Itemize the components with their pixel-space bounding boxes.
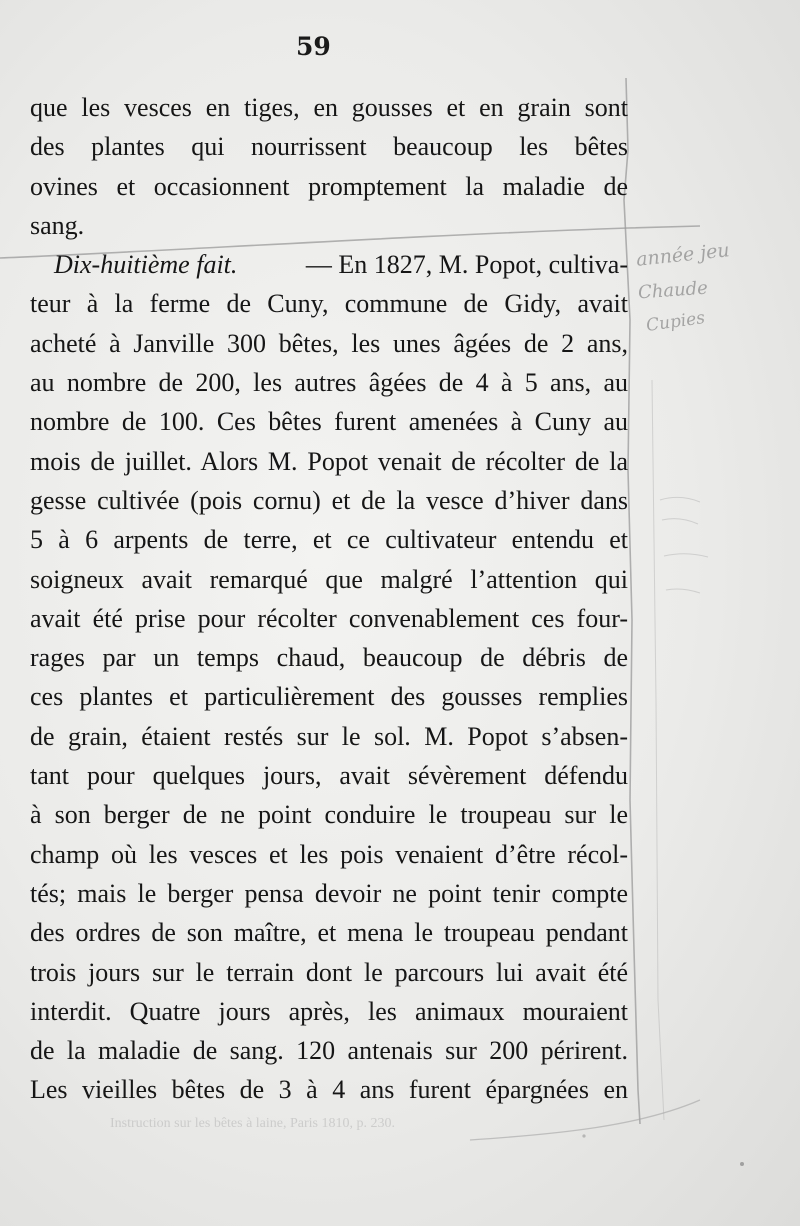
fact-heading-line [30,245,628,284]
show-through-footnote: Instruction sur les bêtes à laine, Paris 1810, p. 230. [110,1116,396,1131]
body-text [30,88,628,1110]
text-line: avait été prise pour récolter convenablement ces four- [30,603,628,633]
text-line: des ordres de son maître, et mena le troupeau pendant [30,918,628,948]
text-line: à son berger de ne point conduire le troupeau sur le [30,800,628,830]
text-line: champ où les vesces et les pois venaient d’être récol- [30,839,628,869]
text-line: tés; mais le berger pensa devoir ne point tenir compte [30,878,628,908]
text-line: tant pour quelques jours, avait sévèrement défendu [30,761,628,791]
text-line: teur à la ferme de Cuny, commune de Gidy, avait [30,289,628,319]
text-line: de grain, étaient restés sur le sol. M. Popot s’absen- [30,721,628,751]
text-line: mois de juillet. Alors M. Popot venait de récolter de la [30,446,628,476]
margin-note: année jeu [635,239,731,271]
text-line: au nombre de 200, les autres âgées de 4 à 5 ans, au [30,368,628,398]
text-line: acheté à Janville 300 bêtes, les unes âgées de 2 ans, [30,328,628,358]
page-number: 59 [296,32,331,61]
text-line: rages par un temps chaud, beaucoup de débris de [30,643,628,673]
text-line: ovines et occasionnent promptement la maladie de [30,171,628,201]
text-line: gesse cultivée (pois cornu) et de la vesce d’hiver dans [30,485,628,515]
text-line: que les vesces en tiges, en gousses et en grain sont [30,93,628,122]
text-line: interdit. Quatre jours après, les animaux mouraient [30,996,628,1026]
fact-heading: Dix-huitième fait. [54,250,238,280]
margin-note: Chaude [637,277,709,304]
text-line: soigneux avait remarqué que malgré l’attention qui [30,564,628,594]
text-line: de la maladie de sang. 120 antenais sur 200 périrent. [30,1036,628,1066]
text-line: nombre de 100. Ces bêtes furent amenées à Cuny au [30,407,628,437]
margin-note: Cupies [644,307,707,337]
text-line: — En 1827, M. Popot, cultiva- [305,250,628,280]
text-line: ces plantes et particulièrement des gousses remplies [30,682,628,712]
text-line: trois jours sur le terrain dont le parcours lui avait été [30,957,628,987]
text-line: sang. [30,210,85,240]
text-line: 5 à 6 arpents de terre, et ce cultivateur entendu et [30,525,628,555]
text-line: des plantes qui nourrissent beaucoup les bêtes [30,132,628,162]
text-line: Les vieilles bêtes de 3 à 4 ans furent épargnées en [30,1075,628,1105]
